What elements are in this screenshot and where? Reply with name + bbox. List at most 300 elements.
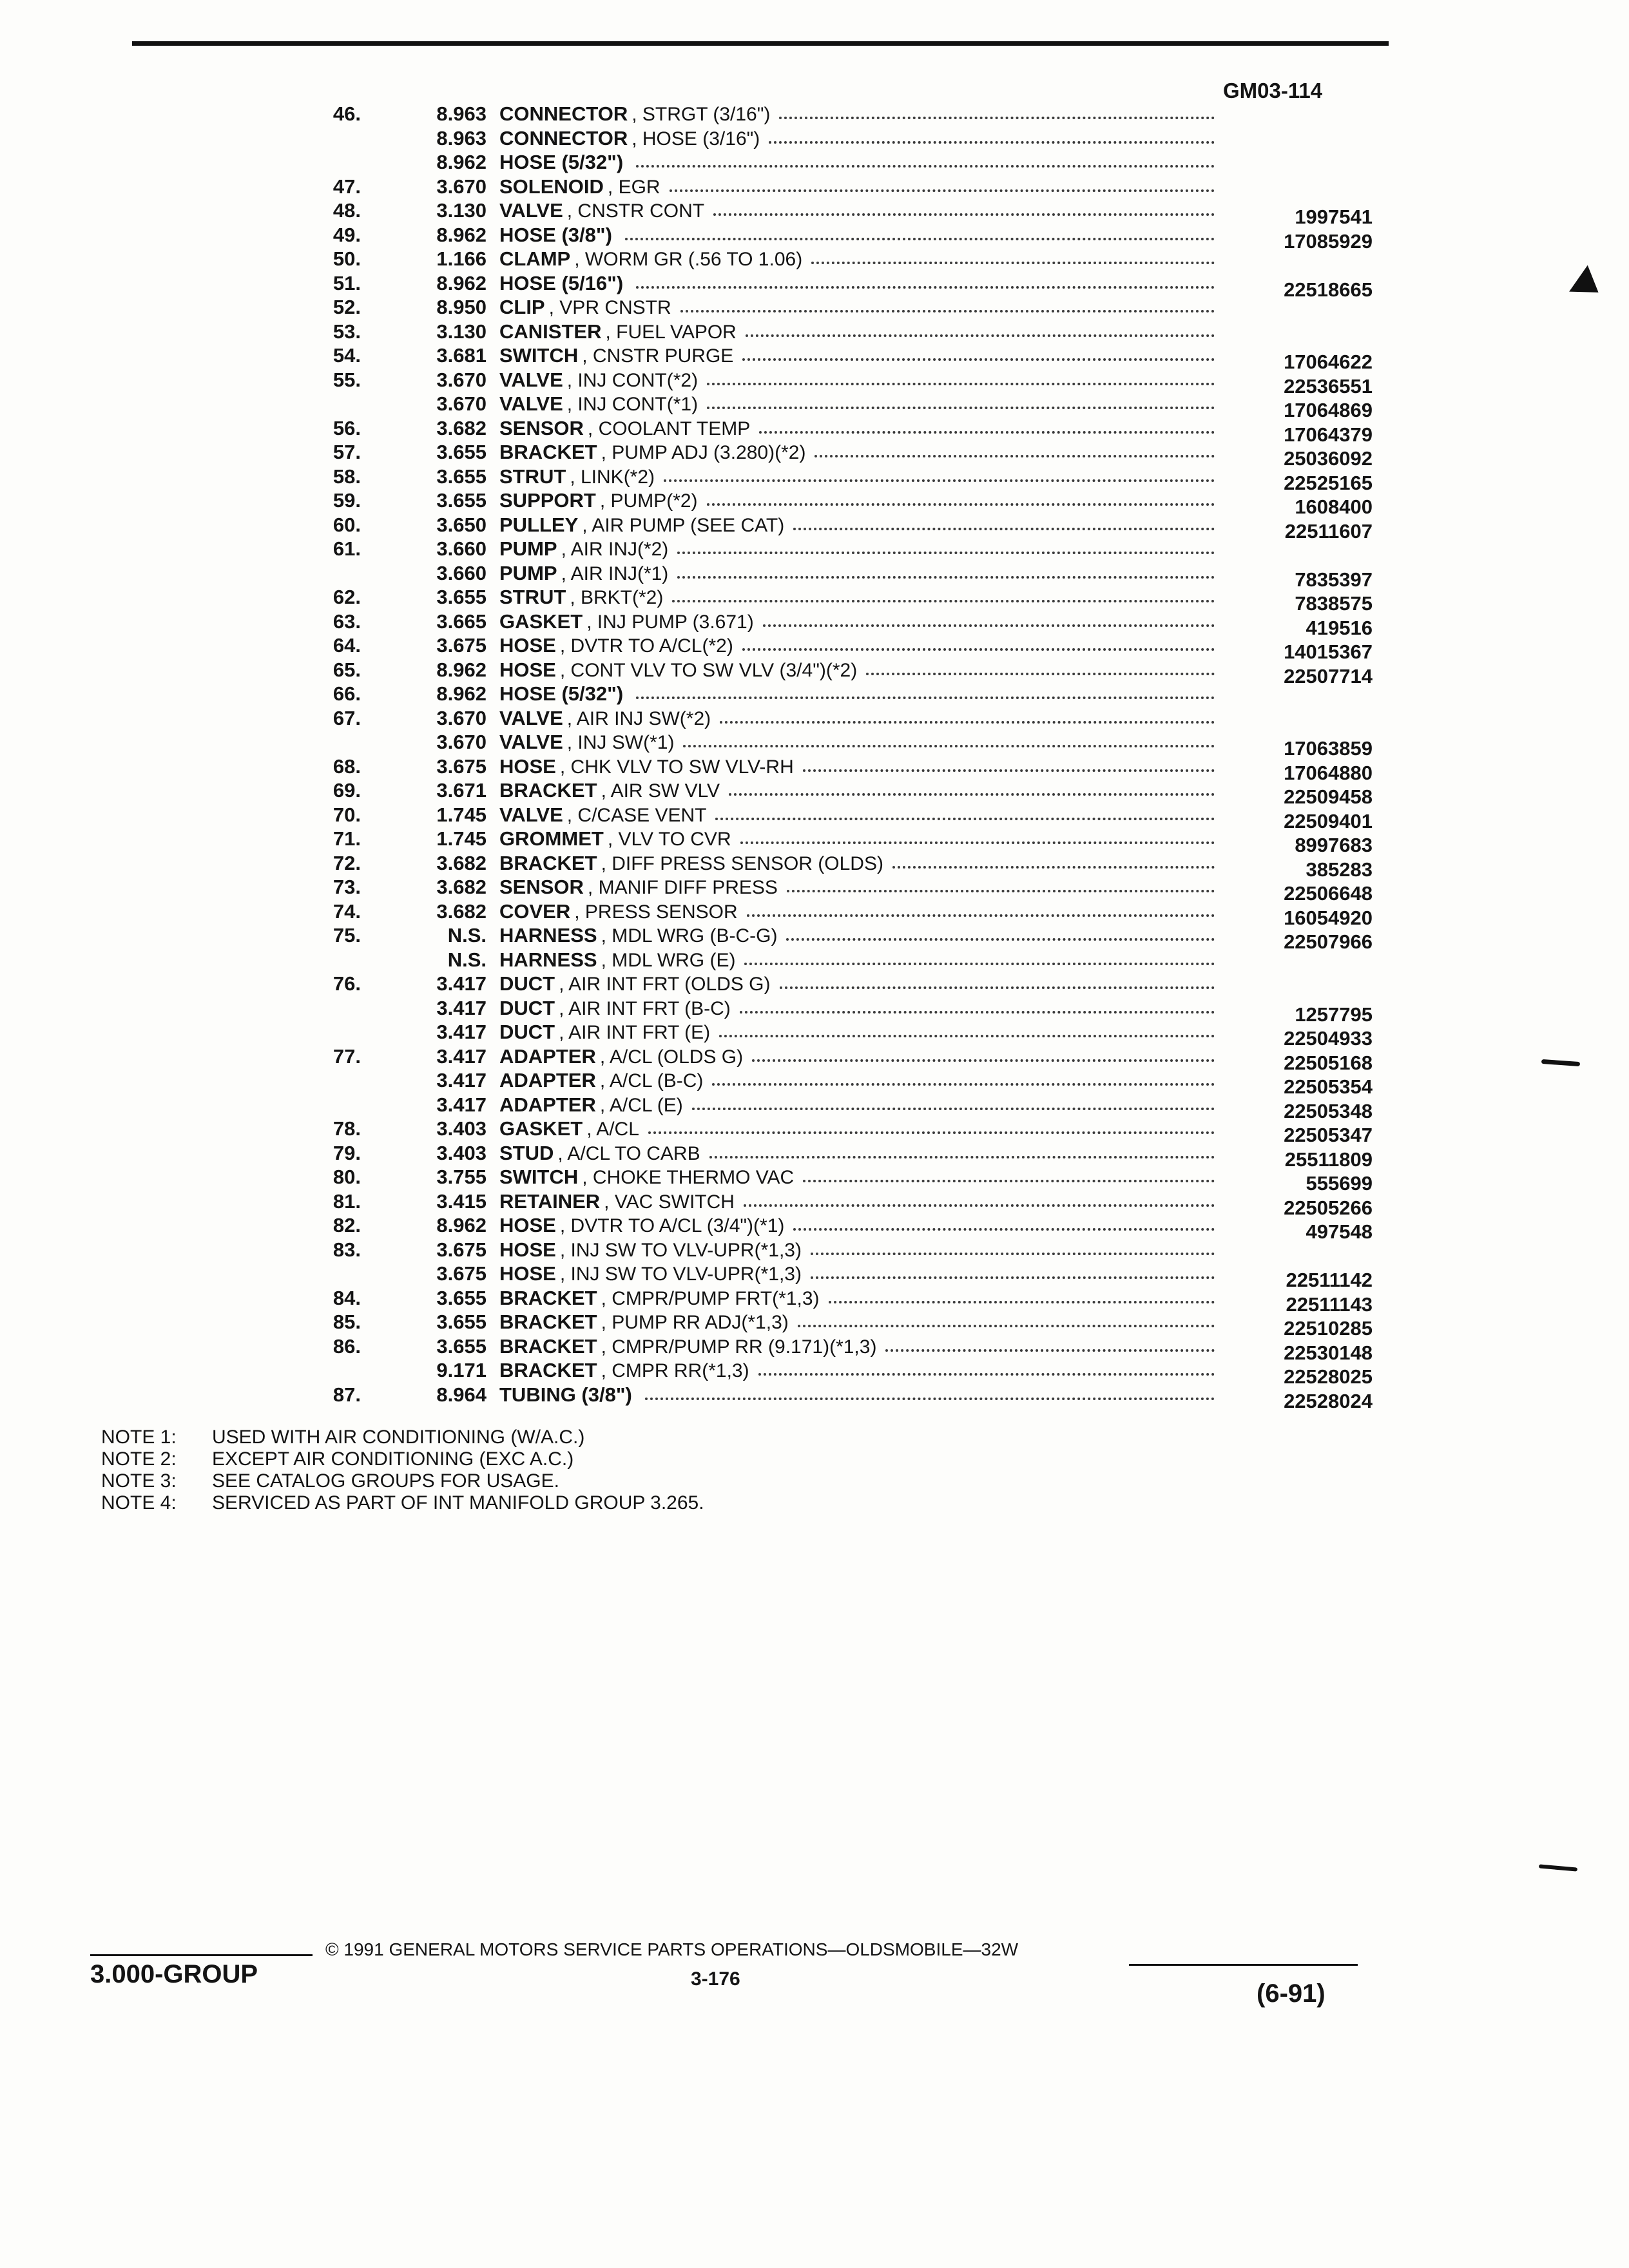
dot-leader: [648, 1131, 1215, 1134]
part-modifier: , VAC SWITCH: [604, 1191, 735, 1213]
part-modifier: , EGR: [607, 176, 660, 198]
part-group-number: 8.964: [436, 1383, 487, 1406]
part-row: [155, 899, 1379, 929]
part-name: PULLEY: [499, 513, 579, 536]
part-name: SWITCH: [499, 344, 579, 367]
part-row: [155, 1286, 1379, 1316]
part-group-number: 3.130: [436, 320, 487, 343]
part-ref-number: 74.: [333, 899, 361, 923]
part-ref-number: 57.: [333, 441, 361, 463]
part-description: [499, 537, 1215, 561]
dot-leader: [692, 1108, 1215, 1110]
footer-copyright: © 1991 GENERAL MOTORS SERVICE PARTS OPERATIONS—OLDSMOBILE—32W: [325, 1939, 1019, 1959]
part-name: HOSE (5/32"): [499, 682, 624, 705]
part-ref-number: 65.: [333, 658, 361, 681]
part-ref-number: 58.: [333, 465, 361, 488]
part-row: [155, 730, 1379, 760]
part-modifier: , AIR PUMP (SEE CAT): [582, 514, 785, 536]
part-description: [499, 610, 1215, 633]
part-row: [155, 1189, 1379, 1219]
part-group-number: 3.417: [436, 1044, 487, 1068]
part-description: [499, 1093, 1215, 1117]
note-line: [101, 1448, 704, 1470]
part-description: [499, 223, 1215, 247]
dot-leader: [636, 165, 1215, 168]
part-row: [155, 271, 1379, 301]
part-group-number: 3.675: [436, 634, 487, 657]
part-ref-number: 55.: [333, 368, 361, 391]
part-name: HOSE: [499, 658, 556, 681]
part-group-number: 3.403: [436, 1117, 487, 1140]
note-text: SERVICED AS PART OF INT MANIFOLD GROUP 3.265.: [212, 1492, 704, 1514]
dot-leader: [744, 1204, 1215, 1207]
part-group-number: N.S.: [447, 948, 487, 971]
note-text: USED WITH AIR CONDITIONING (W/A.C.): [212, 1427, 585, 1448]
part-row: [155, 658, 1379, 687]
part-number: 16054920: [1284, 906, 1373, 929]
part-description: [499, 1117, 1215, 1140]
part-modifier: , HOSE (3/16"): [631, 128, 760, 149]
part-modifier: , AIR INJ SW(*2): [566, 707, 711, 729]
part-row: [155, 972, 1379, 996]
part-description: [499, 271, 1215, 295]
part-row: [155, 150, 1379, 175]
part-ref-number: 59.: [333, 489, 361, 512]
part-modifier: , CHOKE THERMO VAC: [582, 1167, 795, 1188]
part-name: VALVE: [499, 706, 563, 729]
part-modifier: , WORM GR (.56 TO 1.06): [574, 249, 803, 270]
part-name: BRACKET: [499, 851, 597, 874]
dot-leader: [811, 1253, 1215, 1255]
part-modifier: , CMPR/PUMP RR (9.171)(*1,3): [601, 1336, 877, 1358]
part-description: [499, 320, 1215, 343]
part-modifier: , AIR INJ(*2): [561, 539, 669, 560]
part-ref-number: 77.: [333, 1044, 361, 1068]
part-number: 25036092: [1284, 447, 1373, 470]
part-number: 22511607: [1284, 519, 1373, 543]
part-number: 17064880: [1284, 761, 1373, 784]
part-group-number: 3.675: [436, 1238, 487, 1261]
part-modifier: , PUMP ADJ (3.280)(*2): [601, 442, 806, 463]
dot-leader: [677, 576, 1215, 579]
part-row: [155, 247, 1379, 271]
part-group-number: 3.670: [436, 392, 487, 415]
dot-leader: [677, 552, 1215, 554]
part-description: [499, 1286, 1215, 1310]
part-group-number: 8.963: [436, 102, 487, 125]
note-text: EXCEPT AIR CONDITIONING (EXC A.C.): [212, 1448, 574, 1470]
margin-arrow-mark: [1569, 265, 1608, 306]
footer-group-label: 3.000-GROUP: [90, 1960, 258, 1988]
part-modifier: , VLV TO CVR: [607, 829, 731, 850]
part-description: [499, 730, 1215, 754]
dot-leader: [769, 141, 1215, 144]
dot-leader: [636, 697, 1215, 699]
part-ref-number: 83.: [333, 1238, 361, 1261]
part-row: [155, 392, 1379, 421]
part-ref-number: 47.: [333, 175, 361, 198]
part-name: ADAPTER: [499, 1044, 596, 1068]
part-row: [155, 585, 1379, 615]
part-modifier: , A/CL (E): [599, 1094, 683, 1116]
dot-leader: [712, 1083, 1215, 1086]
dot-leader: [747, 914, 1215, 917]
part-name: HARNESS: [499, 924, 597, 947]
dot-leader: [758, 1373, 1215, 1376]
part-description: [499, 198, 1215, 222]
part-group-number: 3.682: [436, 851, 487, 874]
part-name: GROMMET: [499, 827, 604, 850]
part-ref-number: 86.: [333, 1334, 361, 1358]
part-ref-number: 51.: [333, 271, 361, 294]
part-number: 497548: [1306, 1220, 1373, 1243]
margin-dash-mark: [1541, 1059, 1580, 1066]
part-group-number: 3.665: [436, 610, 487, 633]
part-description: [499, 682, 1215, 706]
part-name: STUD: [499, 1141, 554, 1164]
part-modifier: , COOLANT TEMP: [587, 418, 751, 439]
part-name: CLIP: [499, 296, 545, 318]
part-description: [499, 633, 1215, 657]
part-modifier: , MDL WRG (E): [601, 949, 736, 971]
part-description: [499, 440, 1215, 464]
part-description: [499, 368, 1215, 392]
part-name: HOSE: [499, 1262, 556, 1285]
dot-leader: [740, 1011, 1215, 1014]
dot-leader: [707, 383, 1215, 385]
part-group-number: 8.962: [436, 682, 487, 705]
dot-leader: [664, 479, 1215, 482]
part-name: VALVE: [499, 731, 563, 753]
part-modifier: , CONT VLV TO SW VLV (3/4")(*2): [559, 659, 858, 681]
part-ref-number: 72.: [333, 851, 361, 874]
part-row: [155, 513, 1379, 543]
part-description: [499, 295, 1215, 319]
part-name: SWITCH: [499, 1166, 579, 1188]
part-number: 22511143: [1286, 1293, 1373, 1316]
part-description: [499, 948, 1215, 972]
part-description: [499, 247, 1215, 271]
part-modifier: , DVTR TO A/CL (3/4")(*1): [559, 1215, 785, 1236]
dot-leader: [803, 1180, 1215, 1182]
part-modifier: , CNSTR CONT: [566, 200, 705, 222]
part-description: [499, 1262, 1215, 1285]
part-description: [499, 996, 1215, 1020]
margin-dash-mark: [1539, 1864, 1577, 1871]
part-modifier: , FUEL VAPOR: [605, 321, 737, 343]
part-group-number: 3.660: [436, 561, 487, 584]
part-row: [155, 1238, 1379, 1262]
dot-leader: [709, 1156, 1215, 1158]
part-description: [499, 972, 1215, 995]
part-description: [499, 923, 1215, 947]
part-modifier: , VPR CNSTR: [548, 297, 671, 318]
note-label: NOTE 4:: [101, 1492, 177, 1514]
part-row: [155, 1020, 1379, 1050]
dot-leader: [885, 1349, 1215, 1352]
part-row: [155, 440, 1379, 470]
part-group-number: 9.171: [436, 1359, 487, 1381]
part-row: [155, 682, 1379, 706]
part-row: [155, 633, 1379, 663]
dot-leader: [645, 1398, 1215, 1400]
dot-leader: [793, 1228, 1215, 1231]
part-row: [155, 1383, 1379, 1412]
part-group-number: 3.675: [436, 1262, 487, 1285]
dot-leader: [742, 358, 1215, 361]
dot-leader: [672, 600, 1215, 602]
part-name: HOSE: [499, 1214, 556, 1236]
part-number: 22525165: [1284, 471, 1373, 494]
part-row: [155, 827, 1379, 856]
notes-section: [101, 1427, 704, 1514]
part-row: [155, 1358, 1379, 1388]
part-ref-number: 64.: [333, 634, 361, 657]
part-row: [155, 102, 1379, 126]
dot-leader: [787, 890, 1215, 892]
part-name: HOSE (5/16"): [499, 271, 624, 294]
part-row: [155, 175, 1379, 199]
part-name: SOLENOID: [499, 175, 604, 198]
part-name: HOSE (5/32"): [499, 151, 624, 173]
part-modifier: , INJ SW(*1): [566, 732, 675, 753]
part-number: 22506648: [1284, 882, 1373, 905]
part-modifier: , AIR INJ(*1): [561, 562, 669, 584]
part-description: [499, 1213, 1215, 1237]
part-name: VALVE: [499, 368, 563, 391]
part-group-number: 1.745: [436, 803, 487, 826]
part-description: [499, 1358, 1215, 1382]
document-code: GM03-114: [1223, 79, 1323, 102]
part-name: HOSE: [499, 754, 556, 778]
top-rule: [132, 41, 1389, 46]
note-line: [101, 1492, 704, 1514]
dot-leader: [729, 793, 1215, 796]
part-group-number: 8.962: [436, 658, 487, 681]
part-number: 1608400: [1295, 495, 1373, 518]
part-name: BRACKET: [499, 1334, 597, 1358]
part-name: GASKET: [499, 610, 583, 633]
part-ref-number: 60.: [333, 513, 361, 536]
part-ref-number: 68.: [333, 754, 361, 778]
dot-leader: [744, 963, 1215, 965]
part-ref-number: 67.: [333, 706, 361, 729]
part-number: 419516: [1306, 616, 1373, 639]
part-description: [499, 658, 1215, 682]
part-row: [155, 343, 1379, 373]
part-group-number: 3.417: [436, 972, 487, 995]
part-group-number: 3.417: [436, 1069, 487, 1091]
part-number: 22528025: [1284, 1365, 1373, 1388]
part-modifier: , AIR INT FRT (E): [559, 1022, 711, 1043]
part-number: 22505354: [1284, 1075, 1373, 1098]
part-description: [499, 102, 1215, 126]
dot-leader: [719, 1035, 1215, 1037]
part-ref-number: 63.: [333, 610, 361, 633]
part-group-number: 3.655: [436, 1286, 487, 1309]
dot-leader: [779, 117, 1215, 119]
dot-leader: [803, 769, 1215, 772]
part-row: [155, 320, 1379, 344]
part-group-number: 3.681: [436, 344, 487, 367]
part-number: 22505348: [1284, 1099, 1373, 1122]
part-group-number: 3.415: [436, 1189, 487, 1213]
part-modifier: , AIR SW VLV: [601, 780, 720, 802]
dot-leader: [815, 455, 1215, 457]
part-number: 22510285: [1284, 1317, 1373, 1340]
part-ref-number: 80.: [333, 1166, 361, 1188]
part-name: TUBING (3/8"): [499, 1383, 632, 1406]
part-row: [155, 488, 1379, 518]
part-name: COVER: [499, 899, 571, 923]
part-ref-number: 87.: [333, 1383, 361, 1406]
part-ref-number: 84.: [333, 1286, 361, 1309]
part-number: 22504933: [1284, 1027, 1373, 1050]
part-ref-number: 85.: [333, 1311, 361, 1333]
part-name: VALVE: [499, 803, 563, 826]
part-description: [499, 851, 1215, 875]
part-row: [155, 198, 1379, 228]
part-group-number: 3.670: [436, 368, 487, 391]
part-modifier: , PRESS SENSOR: [574, 901, 738, 923]
part-description: [499, 1068, 1215, 1092]
footer-rule-right: [1129, 1964, 1358, 1966]
part-ref-number: 48.: [333, 199, 361, 222]
dot-leader: [707, 503, 1215, 506]
part-name: PUMP: [499, 561, 557, 584]
part-number: 22509458: [1284, 785, 1373, 808]
part-number: 22507966: [1284, 930, 1373, 953]
part-group-number: 1.166: [436, 247, 487, 270]
part-modifier: , INJ CONT(*1): [566, 394, 699, 415]
part-description: [499, 778, 1215, 802]
part-modifier: , CNSTR PURGE: [582, 345, 734, 367]
part-row: [155, 923, 1379, 953]
dot-leader: [759, 431, 1215, 434]
part-name: HOSE: [499, 1238, 556, 1261]
part-ref-number: 79.: [333, 1141, 361, 1164]
part-number: 22509401: [1284, 809, 1373, 832]
part-name: DUCT: [499, 996, 555, 1019]
part-modifier: , CHK VLV TO SW VLV-RH: [559, 756, 794, 778]
part-group-number: 3.671: [436, 779, 487, 802]
part-modifier: , A/CL: [586, 1119, 639, 1140]
part-ref-number: 56.: [333, 416, 361, 439]
part-modifier: , AIR INT FRT (OLDS G): [559, 974, 771, 995]
part-description: [499, 126, 1215, 150]
note-label: NOTE 3:: [101, 1470, 177, 1492]
part-row: [155, 996, 1379, 1026]
part-ref-number: 62.: [333, 586, 361, 608]
dot-leader: [752, 1059, 1215, 1062]
part-number: 25511809: [1284, 1148, 1373, 1171]
part-name: GASKET: [499, 1117, 583, 1140]
dot-leader: [866, 673, 1215, 675]
part-ref-number: 66.: [333, 682, 361, 705]
part-row: [155, 1165, 1379, 1195]
part-description: [499, 803, 1215, 827]
part-row: [155, 1044, 1379, 1074]
part-row: [155, 537, 1379, 561]
part-name: VALVE: [499, 392, 563, 415]
dot-leader: [740, 841, 1215, 844]
part-number: 555699: [1306, 1172, 1373, 1195]
part-modifier: , INJ PUMP (3.671): [586, 611, 754, 633]
part-number: 7838575: [1295, 592, 1373, 615]
part-modifier: , STRGT (3/16"): [631, 104, 771, 125]
part-ref-number: 81.: [333, 1189, 361, 1213]
part-modifier: , DIFF PRESS SENSOR (OLDS): [601, 852, 883, 874]
part-row: [155, 875, 1379, 905]
part-modifier: , C/CASE VENT: [566, 804, 707, 826]
part-name: VALVE: [499, 199, 563, 222]
part-group-number: 3.670: [436, 706, 487, 729]
part-name: HOSE: [499, 634, 556, 657]
part-modifier: , A/CL (OLDS G): [599, 1046, 744, 1068]
part-row: [155, 1213, 1379, 1243]
part-row: [155, 1141, 1379, 1171]
part-group-number: 3.655: [436, 489, 487, 512]
part-name: DUCT: [499, 972, 555, 995]
part-name: BRACKET: [499, 1286, 597, 1309]
part-row: [155, 1334, 1379, 1364]
part-modifier: , MDL WRG (B-C-G): [601, 925, 778, 947]
part-group-number: 3.655: [436, 1311, 487, 1333]
part-group-number: 8.962: [436, 1214, 487, 1236]
part-name: STRUT: [499, 465, 566, 488]
part-row: [155, 1068, 1379, 1098]
part-description: [499, 1044, 1215, 1068]
part-modifier: , PUMP(*2): [599, 490, 698, 512]
part-ref-number: 78.: [333, 1117, 361, 1140]
part-description: [499, 343, 1215, 367]
dot-leader: [680, 310, 1215, 312]
part-row: [155, 1093, 1379, 1122]
dot-leader: [636, 286, 1215, 289]
dot-leader: [829, 1301, 1215, 1303]
part-row: [155, 610, 1379, 639]
part-number: 14015367: [1284, 640, 1373, 663]
part-modifier: , DVTR TO A/CL(*2): [559, 635, 733, 657]
part-row: [155, 1117, 1379, 1146]
part-group-number: 1.745: [436, 827, 487, 850]
part-group-number: 3.130: [436, 199, 487, 222]
part-row: [155, 416, 1379, 446]
part-description: [499, 754, 1215, 778]
part-description: [499, 827, 1215, 850]
part-description: [499, 175, 1215, 198]
dot-leader: [793, 528, 1215, 530]
part-ref-number: 50.: [333, 247, 361, 270]
part-group-number: 3.650: [436, 513, 487, 536]
part-row: [155, 223, 1379, 253]
part-row: [155, 1310, 1379, 1340]
part-number: 1997541: [1295, 206, 1373, 228]
part-group-number: 3.670: [436, 175, 487, 198]
part-ref-number: 82.: [333, 1214, 361, 1236]
part-ref-number: 53.: [333, 320, 361, 343]
part-group-number: 3.670: [436, 731, 487, 753]
part-row: [155, 778, 1379, 808]
part-ref-number: 61.: [333, 537, 361, 560]
part-modifier: , A/CL TO CARB: [557, 1142, 700, 1164]
part-name: HARNESS: [499, 948, 597, 971]
part-description: [499, 561, 1215, 585]
part-row: [155, 706, 1379, 731]
part-name: CANISTER: [499, 320, 602, 343]
part-row: [155, 465, 1379, 494]
part-description: [499, 416, 1215, 440]
